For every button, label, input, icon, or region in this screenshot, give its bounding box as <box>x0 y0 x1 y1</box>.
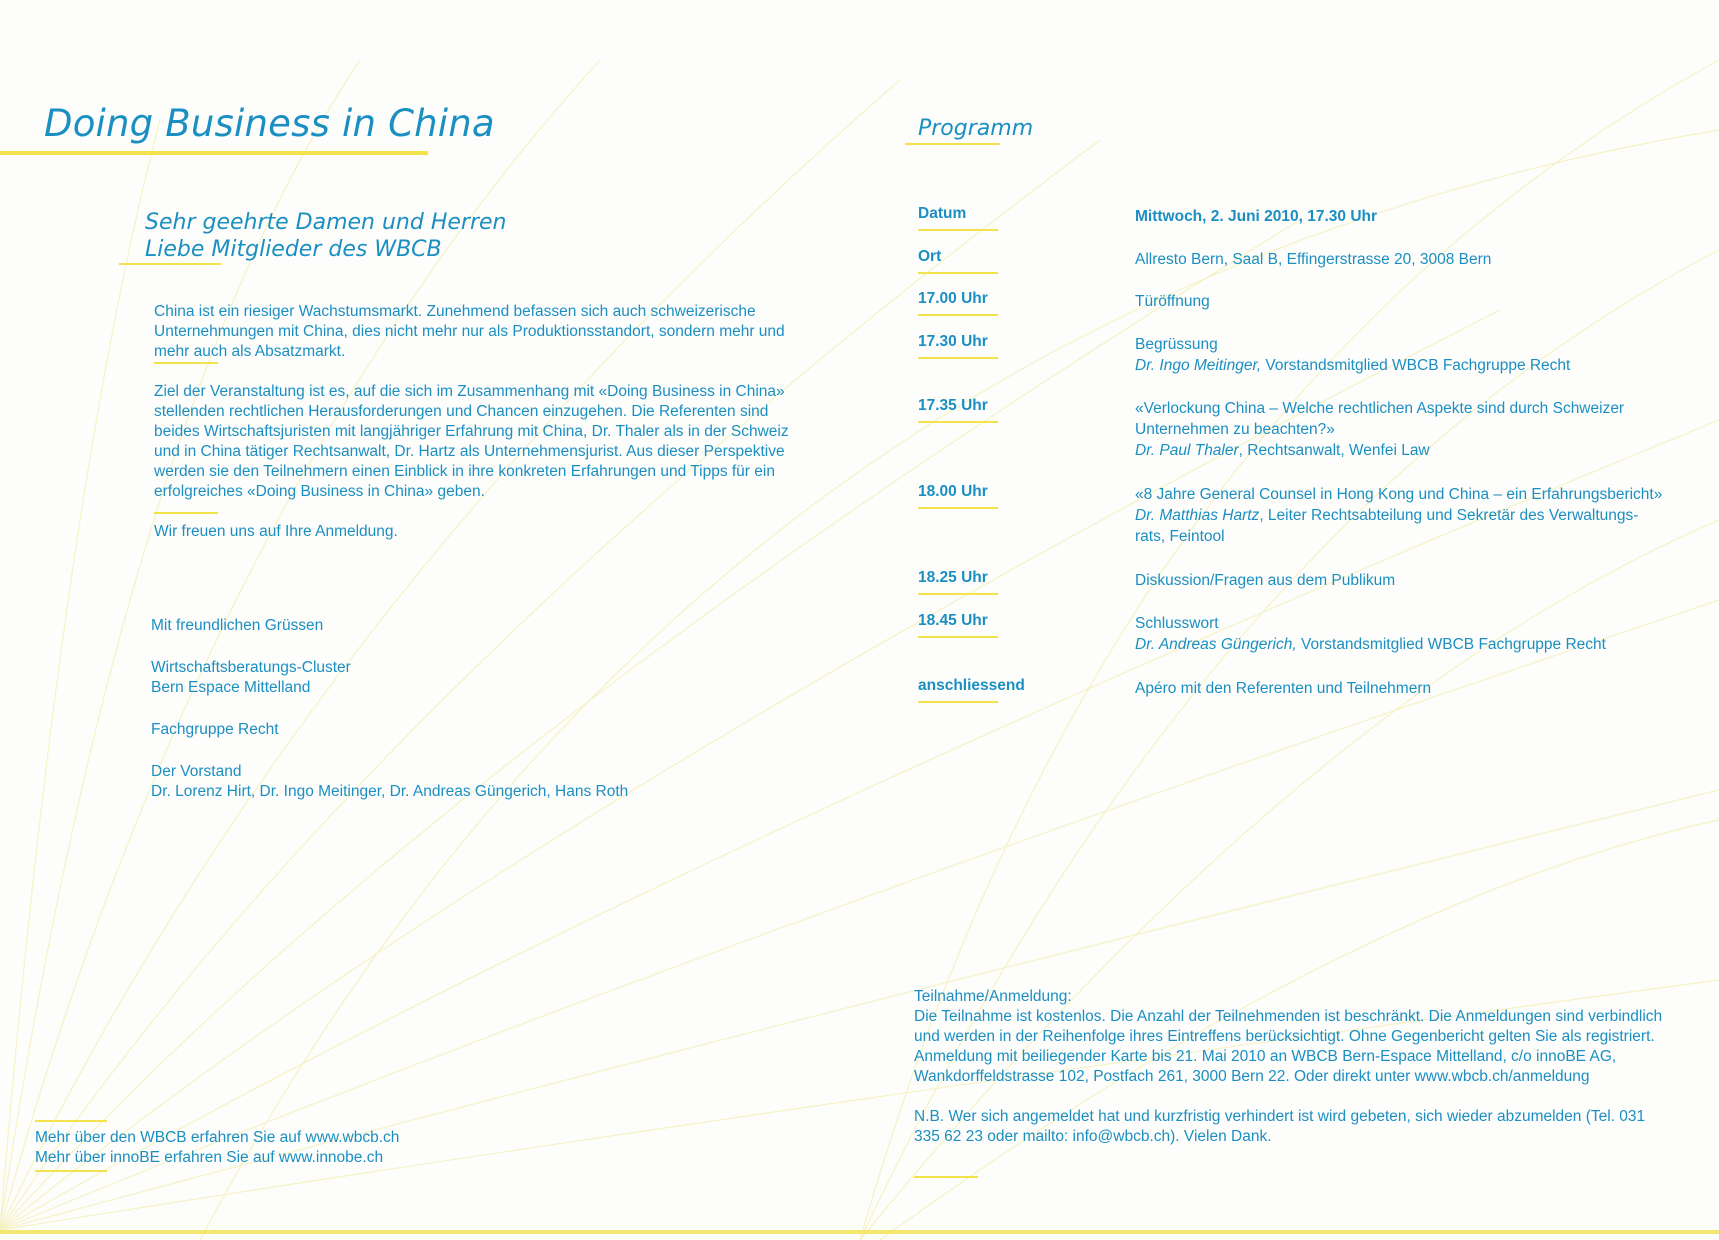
program-label-underline <box>918 421 998 423</box>
footer-top-line <box>35 1120 107 1122</box>
program-time-label: Datum <box>918 205 967 222</box>
program-label-underline <box>918 272 998 274</box>
program-item-line <box>1135 291 1695 312</box>
program-label-underline <box>918 357 998 359</box>
program-item-line <box>1135 678 1695 699</box>
registration-heading: Teilnahme/Anmeldung: <box>914 988 1072 1005</box>
program-item-description <box>1135 484 1695 547</box>
program-item-description <box>1135 249 1695 270</box>
program-item-line <box>1135 249 1695 270</box>
closing-board-members: Dr. Lorenz Hirt, Dr. Ingo Meitinger, Dr. Andreas Güngerich, Hans Roth <box>151 783 629 800</box>
program-line-text: «Verlockung China – Welche rechtlichen Aspekte sind durch Schweizer <box>1135 400 1625 417</box>
program-time-label: 18.45 Uhr <box>918 612 988 629</box>
intro-text <box>154 302 802 542</box>
program-time-label: 17.30 Uhr <box>918 333 988 350</box>
program-item-description <box>1135 291 1695 312</box>
programm-underline <box>905 143 1000 145</box>
program-item-line <box>1135 526 1695 547</box>
program-line-text: Schlusswort <box>1135 615 1219 632</box>
program-item-description <box>1135 678 1695 699</box>
program-time-label: Ort <box>918 248 942 265</box>
footer-link-innobe[interactable]: Mehr über innoBE erfahren Sie auf www.innobe.ch <box>35 1149 384 1166</box>
intro-paragraph-2: Ziel der Veranstaltung ist es, auf die sich im Zusammenhang mit «Doing Business in China» stellenden rechtlichen Herausforderungen und Chancen einzugehen. Die Referenten sind beides Wirtschaftsjuristen mit langjähriger Erfahrung mit China, Dr. Thaler als in der Schweiz und in China tätiger Rechtsanwalt, Dr. Hartz als Unternehmensjurist. Aus dieser Perspektive werden sie den Teilnehmern einen Einblick in ihre konkreten Erfahrungen und Tipps für ein erfolgreiches «Doing Business in China» geben. <box>154 383 789 500</box>
intro-paragraph-1: China ist ein riesiger Wachstumsmarkt. Zunehmend befassen sich auch schweizerische Unternehmungen mit China, dies nicht mehr nur als Produktionsstandort, sondern mehr und mehr auch als Absatzmarkt. <box>154 303 785 360</box>
program-item-line <box>1135 440 1695 461</box>
program-label-underline <box>918 593 998 595</box>
program-item-line <box>1135 570 1695 591</box>
program-item-description <box>1135 206 1695 227</box>
program-item-line <box>1135 419 1695 440</box>
title-underline <box>0 151 428 155</box>
registration-underline <box>914 1176 978 1178</box>
greeting-line-2: Liebe Mitglieder des WBCB <box>145 237 442 262</box>
program-label-underline <box>918 314 998 316</box>
registration-body: Die Teilnahme ist kostenlos. Die Anzahl der Teilnehmenden ist beschränkt. Die Anmeldungen sind verbindlich und werden in der Reihenfolge ihres Eintreffens berücksichtigt. Ohne Gegenbericht gelten Sie als registriert. Anmeldung mit beiliegender Karte bis 21. Mai 2010 an WBCB Bern-Espace Mittelland, c/o innoBE AG, Wankdorffeldstrasse 102, Postfach 261, 3000 Bern 22. Oder direkt unter www.wbcb.ch/anmeldung <box>914 1008 1663 1085</box>
greeting-underline <box>119 263 221 265</box>
program-line-text: , Rechtsanwalt, Wenfei Law <box>1238 442 1430 459</box>
program-item-line <box>1135 334 1695 355</box>
program-line-text: Vorstandsmitglied WBCB Fachgruppe Recht <box>1296 636 1606 653</box>
footer-links <box>35 1128 399 1168</box>
program-item-description <box>1135 334 1695 376</box>
program-line-text: Begrüssung <box>1135 336 1218 353</box>
closing-salutation: Mit freundlichen Grüssen <box>151 617 324 634</box>
program-line-text: Türöffnung <box>1135 293 1210 310</box>
document-title: Doing Business in China <box>44 102 495 145</box>
program-label-underline <box>918 507 998 509</box>
closing-group: Fachgruppe Recht <box>151 721 279 738</box>
program-line-text: , Leiter Rechtsabteilung und Sekretär des Verwaltungs- <box>1259 507 1639 524</box>
program-line-text: Vorstandsmitglied WBCB Fachgruppe Recht <box>1261 357 1571 374</box>
program-time-label: 18.00 Uhr <box>918 483 988 500</box>
program-time-label: anschliessend <box>918 677 1025 694</box>
footer-bottom-line <box>35 1170 107 1172</box>
closing-org-line-2: Bern Espace Mittelland <box>151 679 311 696</box>
program-item-line <box>1135 398 1695 419</box>
program-line-text: Diskussion/Fragen aus dem Publikum <box>1135 572 1396 589</box>
program-item-description <box>1135 613 1695 655</box>
program-line-text: «8 Jahre General Counsel in Hong Kong und China – ein Erfahrungsbericht» <box>1135 486 1663 503</box>
greeting-line-1: Sehr geehrte Damen und Herren <box>145 210 507 235</box>
programm-title: Programm <box>918 116 1034 141</box>
program-item-line <box>1135 206 1695 227</box>
footer-link-wbcb[interactable]: Mehr über den WBCB erfahren Sie auf www.wbcb.ch <box>35 1129 400 1146</box>
registration-block <box>914 987 1674 1147</box>
program-time-label: 18.25 Uhr <box>918 569 988 586</box>
program-line-text: Allresto Bern, Saal B, Effingerstrasse 20, 3008 Bern <box>1135 251 1492 268</box>
program-item-line <box>1135 505 1695 526</box>
program-line-text: Unternehmen zu beachten?» <box>1135 421 1335 438</box>
speaker-name: Dr. Matthias Hartz <box>1135 507 1260 524</box>
speaker-name: Dr. Ingo Meitinger, <box>1135 357 1262 374</box>
speaker-name: Dr. Paul Thaler <box>1135 442 1239 459</box>
program-item-line <box>1135 355 1695 376</box>
para2-underline <box>154 512 218 514</box>
program-item-line <box>1135 484 1695 505</box>
para1-underline <box>154 362 218 364</box>
program-time-label: 17.00 Uhr <box>918 290 988 307</box>
program-label-underline <box>918 229 998 231</box>
program-time-label: 17.35 Uhr <box>918 397 988 414</box>
speaker-name: Dr. Andreas Güngerich, <box>1135 636 1297 653</box>
program-label-underline <box>918 636 998 638</box>
program-item-description <box>1135 398 1695 461</box>
program-item-line <box>1135 613 1695 634</box>
closing-block <box>151 616 791 802</box>
program-item-line <box>1135 634 1695 655</box>
program-line-text: Apéro mit den Referenten und Teilnehmern <box>1135 680 1432 697</box>
intro-paragraph-3: Wir freuen uns auf Ihre Anmeldung. <box>154 523 398 540</box>
program-item-description <box>1135 570 1695 591</box>
closing-org-line-1: Wirtschaftsberatungs-Cluster <box>151 659 351 676</box>
closing-board-title: Der Vorstand <box>151 763 242 780</box>
program-line-text: rats, Feintool <box>1135 528 1225 545</box>
registration-note: N.B. Wer sich angemeldet hat und kurzfristig verhindert ist wird gebeten, sich wieder abzumelden (Tel. 031 335 62 23 oder mailto: info@wbcb.ch). Vielen Dank. <box>914 1108 1646 1145</box>
program-label-underline <box>918 701 998 703</box>
program-line-text: Mittwoch, 2. Juni 2010, 17.30 Uhr <box>1135 208 1378 225</box>
